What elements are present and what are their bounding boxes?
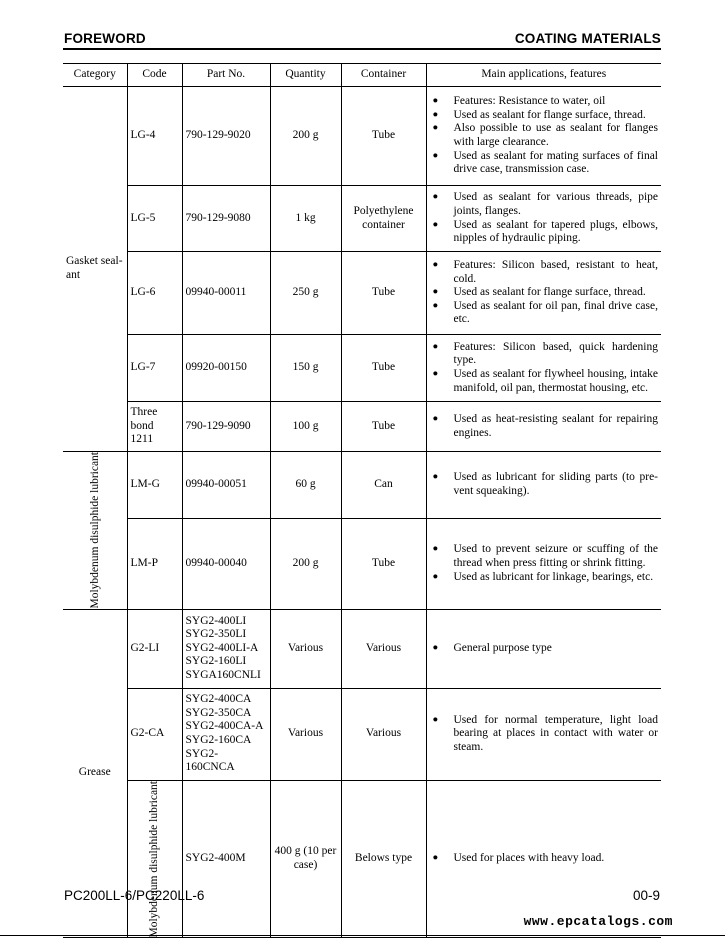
table-row (63, 335, 661, 402)
part-no-cell: 09940-00051 (182, 452, 270, 519)
container-cell: Various (341, 609, 426, 688)
container-cell: Tube (341, 252, 426, 335)
code-cell: LG-7 (127, 335, 182, 402)
quantity-cell: 200 g (270, 518, 341, 609)
feature-bullet: ● Used as sealant for flywheel housing, intake manifold, oil pan, thermostat housing, etc. (430, 368, 659, 395)
quantity-cell: 150 g (270, 335, 341, 402)
container-cell: Belows type (341, 780, 426, 938)
part-no-cell: 09940-00011 (182, 252, 270, 335)
container-cell: Polyethylene container (341, 186, 426, 252)
feature-bullet: ● Used as sealant for flange surface, thread. (430, 109, 659, 123)
feature-bullet: ● Used as sealant for tapered plugs, elbows, nipples of hydraulic piping. (430, 219, 659, 246)
feature-bullet: ● Used for places with heavy load. (430, 852, 659, 866)
part-no-cell: 790-129-9020 (182, 87, 270, 186)
feature-bullet: ● Used as lubricant for sliding parts (to pre-vent squeaking). (430, 471, 659, 498)
features-cell (426, 252, 661, 335)
table-row (63, 252, 661, 335)
feature-bullet: ● Features: Silicon based, quick hardening type. (430, 341, 659, 368)
column-header-code: Code (127, 64, 182, 87)
part-no-cell: 09940-00040 (182, 518, 270, 609)
column-header-quantity: Quantity (270, 64, 341, 87)
category-molybdenum-lubricant: Molybdenum disulphide lubricant (63, 452, 127, 610)
quantity-cell: 1 kg (270, 186, 341, 252)
code-cell: LM-P (127, 518, 182, 609)
features-cell (426, 335, 661, 402)
code-cell: Three bond 1211 (127, 402, 182, 452)
features-cell (426, 518, 661, 609)
quantity-cell: Various (270, 688, 341, 780)
part-no-cell: SYG2-400LI SYG2-350LI SYG2-400LI-A SYG2-160LI SYGA160CNLI (182, 609, 270, 688)
features-cell (426, 87, 661, 186)
container-cell: Tube (341, 87, 426, 186)
bottom-rule (0, 935, 725, 936)
part-no-cell: SYG2-400CA SYG2-350CA SYG2-400CA-A SYG2-160CA SYG2- 160CNCA (182, 688, 270, 780)
column-header-category: Category (63, 64, 127, 87)
features-cell (426, 688, 661, 780)
container-cell: Can (341, 452, 426, 519)
table-header-row (63, 64, 661, 87)
category-gasket-sealant: Gasket seal-ant (63, 87, 127, 452)
feature-bullet: ● Used as heat-resisting sealant for repairing engines. (430, 413, 659, 440)
column-header-applications: Main applications, features (426, 64, 661, 87)
feature-bullet: ● Features: Resistance to water, oil (430, 95, 659, 109)
part-no-cell: 790-129-9090 (182, 402, 270, 452)
table-row (63, 87, 661, 186)
part-no-cell: SYG2-400M (182, 780, 270, 938)
container-cell: Tube (341, 402, 426, 452)
container-cell: Tube (341, 335, 426, 402)
quantity-cell: Various (270, 609, 341, 688)
feature-bullet: ● Also possible to use as sealant for flanges with large clearance. (430, 122, 659, 149)
column-header-part-no: Part No. (182, 64, 270, 87)
table-row (63, 518, 661, 609)
part-no-cell: 790-129-9080 (182, 186, 270, 252)
feature-bullet: ● Used as sealant for oil pan, final drive case, etc. (430, 300, 659, 327)
watermark: www.epcatalogs.com (523, 914, 673, 929)
column-header-container: Container (341, 64, 426, 87)
feature-bullet: ● General purpose type (430, 642, 659, 656)
features-cell (426, 609, 661, 688)
code-cell: LM-G (127, 452, 182, 519)
features-cell (426, 452, 661, 519)
header-rule (63, 48, 661, 50)
code-cell: LG-5 (127, 186, 182, 252)
quantity-cell: 100 g (270, 402, 341, 452)
code-cell: LG-6 (127, 252, 182, 335)
feature-bullet: ● Used as sealant for mating surfaces of final drive case, transmission case. (430, 150, 659, 177)
feature-bullet: ● Used as sealant for flange surface, thread. (430, 286, 659, 300)
table-row (63, 688, 661, 780)
feature-bullet: ● Used for normal temperature, light load bearing at places in contact with water or steam. (430, 714, 659, 755)
code-cell: LG-4 (127, 87, 182, 186)
table-row (63, 452, 661, 519)
features-cell (426, 402, 661, 452)
page-heading: COATING MATERIALS (514, 31, 661, 46)
quantity-cell: 250 g (270, 252, 341, 335)
feature-bullet: ● Used as lubricant for linkage, bearings, etc. (430, 571, 659, 585)
page-number: 00-9 (632, 888, 660, 903)
part-no-cell: 09920-00150 (182, 335, 270, 402)
coating-materials-table (63, 63, 661, 938)
model-number: PC200LL-6/PC220LL-6 (64, 888, 205, 903)
section-title: FOREWORD (64, 31, 146, 46)
quantity-cell: 200 g (270, 87, 341, 186)
code-cell: G2-LI (127, 609, 182, 688)
quantity-cell: 60 g (270, 452, 341, 519)
table-row (63, 186, 661, 252)
quantity-cell: 400 g (10 per case) (270, 780, 341, 938)
feature-bullet: ● Used as sealant for various threads, pipe joints, flanges. (430, 191, 659, 218)
features-cell (426, 186, 661, 252)
container-cell: Various (341, 688, 426, 780)
code-cell: G2-CA (127, 688, 182, 780)
feature-bullet: ● Features: Silicon based, resistant to heat, cold. (430, 259, 659, 286)
table-row (63, 402, 661, 452)
container-cell: Tube (341, 518, 426, 609)
code-cell-molybdenum: Molybdenum disulphide lubricant (127, 780, 182, 938)
feature-bullet: ● Used to prevent seizure or scuffing of the thread when press fitting or shrink fitting. (430, 543, 659, 570)
table-row (63, 609, 661, 688)
category-grease: Grease (63, 609, 127, 938)
